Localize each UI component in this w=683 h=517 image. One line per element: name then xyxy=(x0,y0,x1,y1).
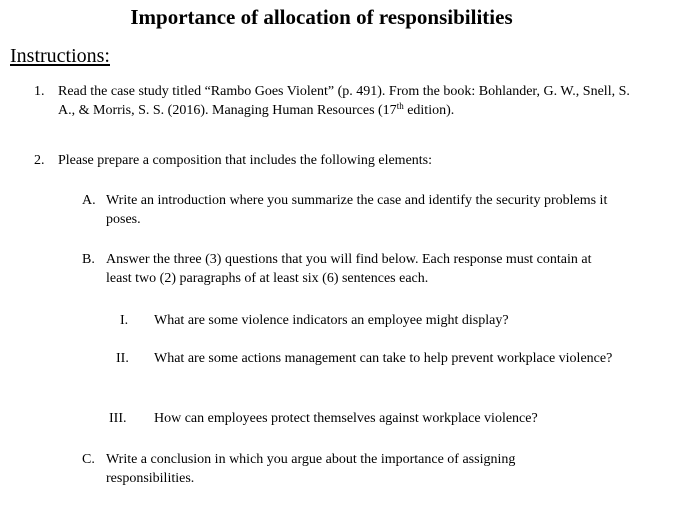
case-study-reference: Read the case study titled “Rambo Goes Violent” (p. 491). From the book: Bohlander, G. W., Snell, S. A., & Morris, S. S. (2016). Managing Human Resources (17 xyxy=(58,84,630,118)
question-2 xyxy=(106,349,636,389)
sub-item-a xyxy=(82,191,622,231)
sub-item-b xyxy=(82,250,622,290)
edition-text: edition). xyxy=(403,103,455,118)
list-marker: 2. xyxy=(34,153,45,168)
question-marker: I. xyxy=(120,313,129,328)
sub-item-text: Answer the three (3) questions that you will find below. Each response must contain at least two (2) paragraphs of at least six (6) sentences each. xyxy=(106,252,592,286)
list-item-text xyxy=(58,82,632,120)
list-item-1 xyxy=(34,82,634,122)
sub-item-marker: C. xyxy=(82,452,95,467)
sub-item-text: Write a conclusion in which you argue about the importance of assigning responsibilities. xyxy=(106,452,516,486)
sub-item-marker: A. xyxy=(82,193,96,208)
list-item-2 xyxy=(34,151,634,171)
ordinal-superscript: th xyxy=(396,101,404,111)
sub-item-text: Write an introduction where you summarize the case and identify the security problems it poses. xyxy=(106,193,608,227)
question-marker: III. xyxy=(109,411,127,426)
document-title: Importance of allocation of responsibilities xyxy=(130,5,513,29)
question-3 xyxy=(106,409,636,429)
question-text: How can employees protect themselves against workplace violence? xyxy=(154,411,538,426)
sub-item-marker: B. xyxy=(82,252,95,267)
question-1 xyxy=(106,311,626,331)
list-marker: 1. xyxy=(34,84,45,99)
list-item-text: Please prepare a composition that includes the following elements: xyxy=(58,153,433,168)
sub-item-c xyxy=(82,450,622,490)
question-text: What are some actions management can take to help prevent workplace violence? xyxy=(154,351,613,366)
question-marker: II. xyxy=(116,351,129,366)
instructions-heading: Instructions: xyxy=(10,45,110,67)
question-text: What are some violence indicators an employee might display? xyxy=(154,313,509,328)
